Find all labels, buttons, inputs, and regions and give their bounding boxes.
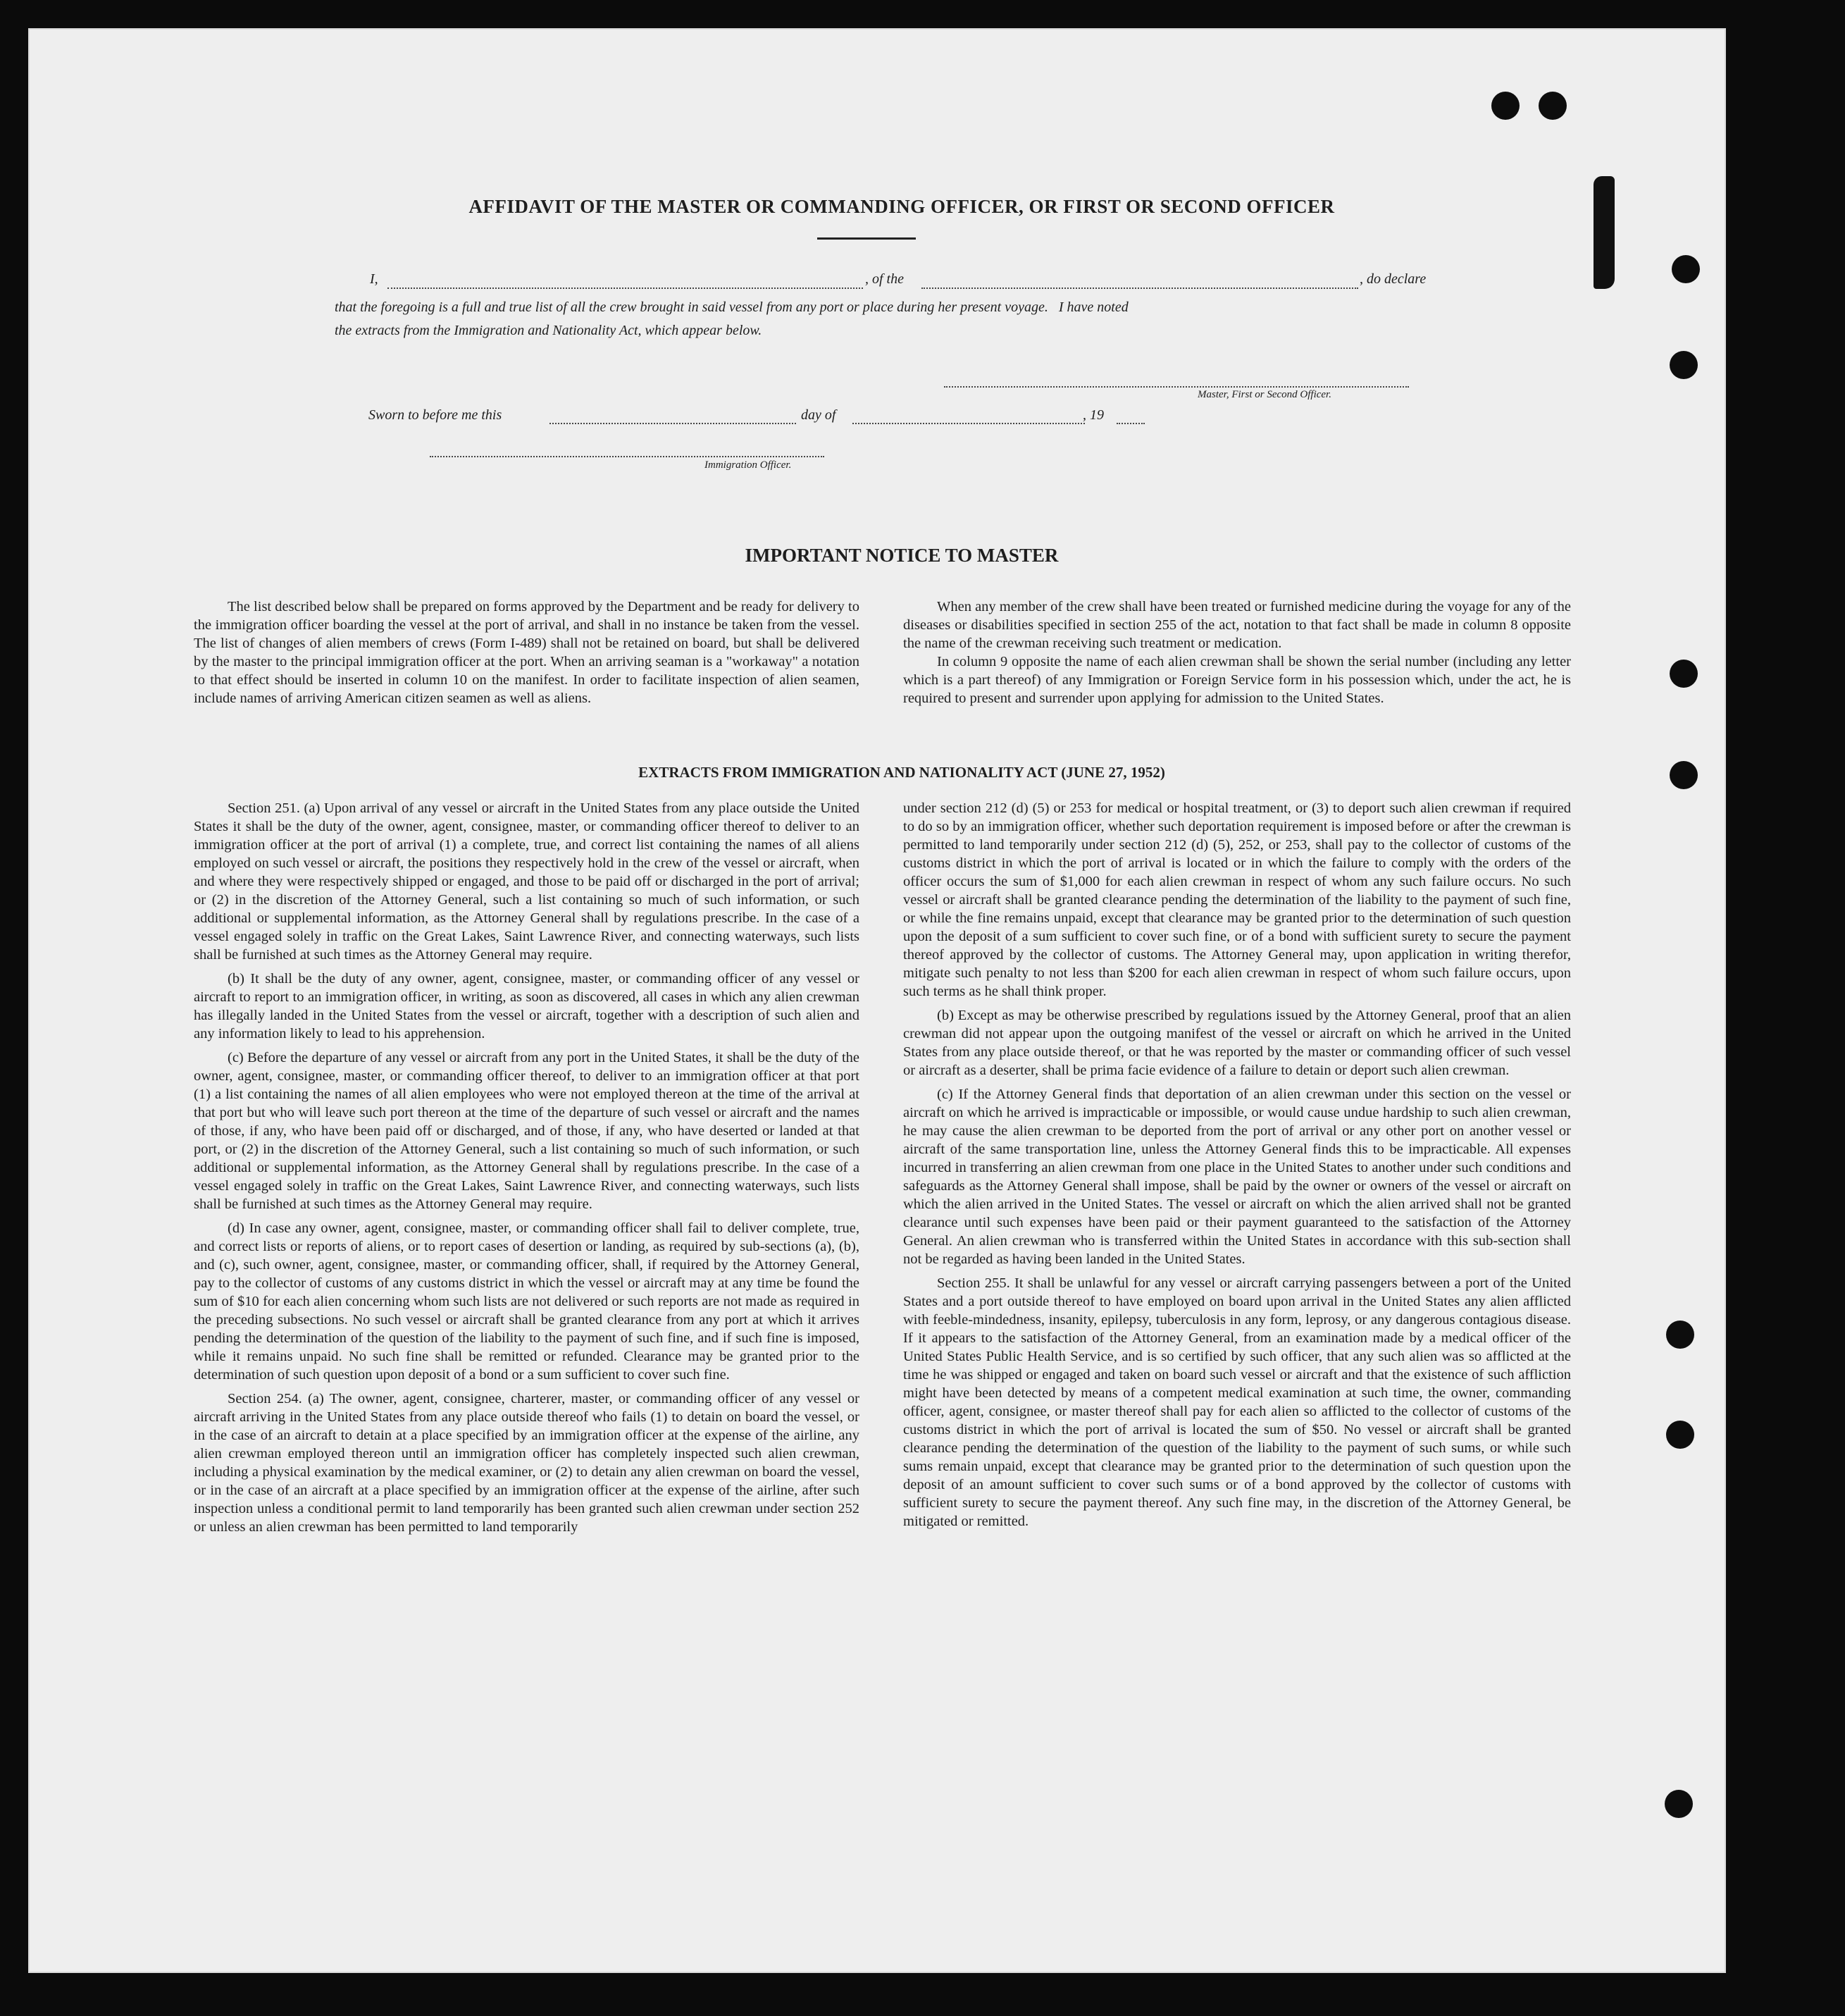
punch-hole [1670,351,1698,379]
section-254-c: (c) If the Attorney General finds that deportation of an alien crewman under this section on the vessel or aircraft on which he arrived is impracticable or impossible, or would cause undue hardship to such alien crewman, he may cause the alien crewman to be deported from the port of arrival or any other port on another vessel or aircraft of the same transportation line, unless the Attorney General finds this to be impracticable. All expenses incurred in transferring an alien crewman from one place in the United States to another under such conditions and safeguards as the Attorney General shall impose, shall be paid by the owner or owners of the vessel or aircraft on which the alien arrived in the United States. The vessel or aircraft on which the alien arrived shall not be granted clearance until such expenses have been paid or their payment guaranteed to the satisfaction of the Attorney General. An alien crewman who is transferred within the United States in accordance with this sub-section shall not be regarded as having been landed in the United States. [903,1087,1571,1267]
notice-left-paragraph: The list described below shall be prepared on forms approved by the Department and be ready for delivery to the immigration officer boarding the vessel at the port of arrival, and shall in no instance be taken from the vessel. The list of changes of alien members of crews (Form I-489) shall not be retained on board, but shall be delivered by the master to the principal immigration officer at the port. When an arriving seaman is a "workaway" a notation to that effect should be inserted in column 10 on the manifest. In order to facilitate inspection of alien seamen, include names of arriving American citizen seamen as well as aliens. [194,599,859,706]
scan-blot [1594,176,1615,289]
of-the-label: , of the [865,271,904,287]
section-254-a: Section 254. (a) The owner, agent, consignee, charterer, master, or commanding officer of any vessel or aircraft arriving in the United States from any place outside thereof who fails (1) to detain on board the vessel, or in the case of an aircraft to detain at a place specified by an immigration officer at the expense of the airline, any alien crewman employed thereon until an immigration officer has completely inspected such alien crewman, including a physical examination by the medical examiner, or (2) to detain any alien crewman on board the vessel, or in the case of an aircraft at a place specified by an immigration officer at the expense of the airline, after such inspection unless a conditional permit to land temporarily has been granted such alien crewman under section 252 or unless an alien crewman has been permitted to land temporarily [194,1391,859,1535]
section-251-b: (b) It shall be the duty of any owner, agent, consignee, master, or commanding officer of any vessel or aircraft to report to an immigration officer, in writing, as soon as discovered, all cases in which any alien crewman has illegally landed in the United States from the vessel or aircraft, together with a description of such alien and any information likely to lead to his apprehension. [194,971,859,1041]
section-251-a: Section 251. (a) Upon arrival of any vessel or aircraft in the United States from any place outside the United States it shall be the duty of the owner, agent, consignee, master, or commanding officer thereof to deliver to an immigration officer at the port of arrival (1) a complete, true, and correct list containing the names of all aliens employed on such vessel or aircraft, the positions they respectively hold in the crew of the vessel or aircraft, when and where they were respectively shipped or engaged, and those to be paid off or discharged in the port of arrival; or (2) in the discretion of the Attorney General, such a list containing so much of such information, or such additional or supplemental information, as the Attorney General shall by regulations prescribe. In the case of a vessel engaged solely in traffic on the Great Lakes, Saint Lawrence River, and connecting waterways, such lists shall be furnished at such times as the Attorney General may require. [194,800,859,963]
sworn-day-blank-line[interactable] [549,423,796,424]
day-of-label: day of [801,407,836,423]
punch-hole [1491,92,1520,120]
title-underline [817,237,916,240]
section-251-d: (d) In case any owner, agent, consignee, master, or commanding officer shall fail to deliver complete, true, and correct lists or reports of aliens, or to report cases of desertion or landing, as required by sub-sections (a), (b), and (c), such owner, agent, consignee, master, or commanding officer, shall, if required by the Attorney General, pay to the collector of customs of any customs district in which the vessel or aircraft may at any time be found the sum of $10 for each alien concerning whom such lists are not delivered or such reports are not made as required in the preceding subsections. No such vessel or aircraft shall be granted clearance from any port at which it arrives pending the determination of the question of the liability to the payment of such fine, and if such fine is imposed, while it remains unpaid. No such fine shall be remitted or refunded. Clearance may be granted prior to the determination of such question upon deposit of a bond or a sum sufficient to cover such fine. [194,1220,859,1383]
notice-right-paragraph-1: When any member of the crew shall have been treated or furnished medicine during the voyage for any of the diseases or disabilities specified in section 255 of the act, notation to that fact shall be made in column 8 opposite the name of the crewman receiving such treatment or medication. [903,599,1571,651]
punch-hole [1666,1421,1694,1449]
punch-hole [1672,255,1700,283]
document-page [28,28,1726,1973]
section-251-c: (c) Before the departure of any vessel or aircraft from any port in the United States, it shall be the duty of the owner, agent, consignee, master, or commanding officer thereof, to deliver to an immigration officer at that port (1) a list containing the names of all alien employees who were not employed thereon at the time of the arrival at that port but who will leave such port thereon at the time of the departure of such vessel or aircraft and the names of those, if any, who have been paid off or discharged, and of those, if any, who have deserted or landed at that port, or (2) in the discretion of the Attorney General, such a list containing so much of such information, or such additional or supplemental information, as the Attorney General shall by regulations prescribe. In the case of a vessel engaged solely in traffic on the Great Lakes, Saint Lawrence River, and connecting waterways, such lists shall be furnished at such times as the Attorney General may require. [194,1050,859,1212]
master-signature-line[interactable] [944,386,1409,388]
sworn-label: Sworn to before me this [368,407,502,423]
extracts-right-column [903,799,1571,1536]
statement-line-2: the extracts from the Immigration and Nationality Act, which appear below. [335,323,762,338]
notice-title: IMPORTANT NOTICE TO MASTER [745,545,1059,566]
master-caption: Master, First or Second Officer. [1198,389,1331,400]
section-254-b: (b) Except as may be otherwise prescribed by regulations issued by the Attorney General, proof that an alien crewman did not appear upon the outgoing manifest of the vessel or aircraft on which he arrived in the United States from any place outside thereof, or that he was reported by the master or commanding officer of such vessel or aircraft as a deserter, shall be prima facie evidence of a failure to detain or deport such alien crewman. [903,1008,1571,1078]
year-label: , 19 [1083,407,1104,423]
notice-right-paragraph-2: In column 9 opposite the name of each alien crewman shall be shown the serial number (including any letter which is a part thereof) of any Immigration or Foreign Service form in his possession which, under the act, he is required to present and surrender upon applying for admission to the United States. [903,654,1571,706]
section-254-a-continued: under section 212 (d) (5) or 253 for medical or hospital treatment, or (3) to deport such alien crewman if required to do so by an immigration officer, whether such deportation requirement is imposed before or after the crewman is permitted to land temporarily under section 212 (d) (5), 252, or 253, shall pay to the collector of customs of the customs district in which the port of arrival is located or in which the failure to comply with the orders of the officer occurs the sum of $1,000 for each alien crewman in respect of whom any such failure occurs. No such vessel or aircraft shall be granted clearance pending the determination of the liability to the payment of such fine, or while the fine remains unpaid, except that clearance may be granted prior to the determination of such question upon the deposit of a sum sufficient to cover such fine, or of a bond with sufficient surety to secure the payment thereof approved by the collector of customs. The Attorney General may, upon application in writing therefor, mitigate such penalty to not less than $200 for each alien crewman in respect of whom such failure occurs, upon such terms as he shall think proper. [903,800,1571,999]
i-label: I, [370,271,378,287]
officer-caption: Immigration Officer. [704,459,792,471]
officer-signature-line[interactable] [430,456,824,457]
section-255: Section 255. It shall be unlawful for any vessel or aircraft carrying passengers between a port of the United States and a port outside thereof to have employed on board upon arrival in the United States any alien afflicted with feeble-mindedness, insanity, epilepsy, tuberculosis in any form, leprosy, or any dangerous contagious disease. If it appears to the satisfaction of the Attorney General, from an examination made by a medical officer of the United States Public Health Service, and is so certified by such officer, that any such alien was so afflicted at the time he was shipped or engaged and taken on board such vessel or aircraft and that the existence of such affliction might have been detected by means of a competent medical examination at such time, the owner, commanding officer, agent, consignee, or master thereof shall pay for each alien so afflicted to the collector of customs of the customs district in which the port of arrival is located the sum of $50. No vessel or aircraft shall be granted clearance pending the determination of the question of the liability to the payment of such sums, or while such sums remain unpaid, except that clearance may be granted prior to the determination of such question upon the deposit of an amount sufficient to cover such sums or of a bond approved by the collector of customs with sufficient surety to secure the payment thereof. Any such fine may, in the discretion of the Attorney General, be mitigated or remitted. [903,1275,1571,1529]
punch-hole [1666,1321,1694,1349]
extracts-left-column [194,799,859,1542]
punch-hole [1539,92,1567,120]
sworn-year-blank-line[interactable] [1117,423,1145,424]
vessel-blank-line[interactable] [921,287,1358,289]
affidavit-title: AFFIDAVIT OF THE MASTER OR COMMANDING OFFICER, OR FIRST OR SECOND OFFICER [468,196,1335,217]
punch-hole [1670,660,1698,688]
punch-hole [1670,761,1698,789]
declare-label: , do declare [1360,271,1427,287]
punch-hole [1665,1790,1693,1818]
extracts-title: EXTRACTS FROM IMMIGRATION AND NATIONALITY ACT (JUNE 27, 1952) [638,764,1165,781]
statement-line-1: that the foregoing is a full and true list of all the crew brought in said vessel from any port or place during her present voyage. I have noted [335,299,1129,315]
name-blank-line[interactable] [387,287,863,289]
notice-left-column [194,598,859,713]
notice-right-column [903,598,1571,713]
sworn-month-blank-line[interactable] [852,423,1085,424]
